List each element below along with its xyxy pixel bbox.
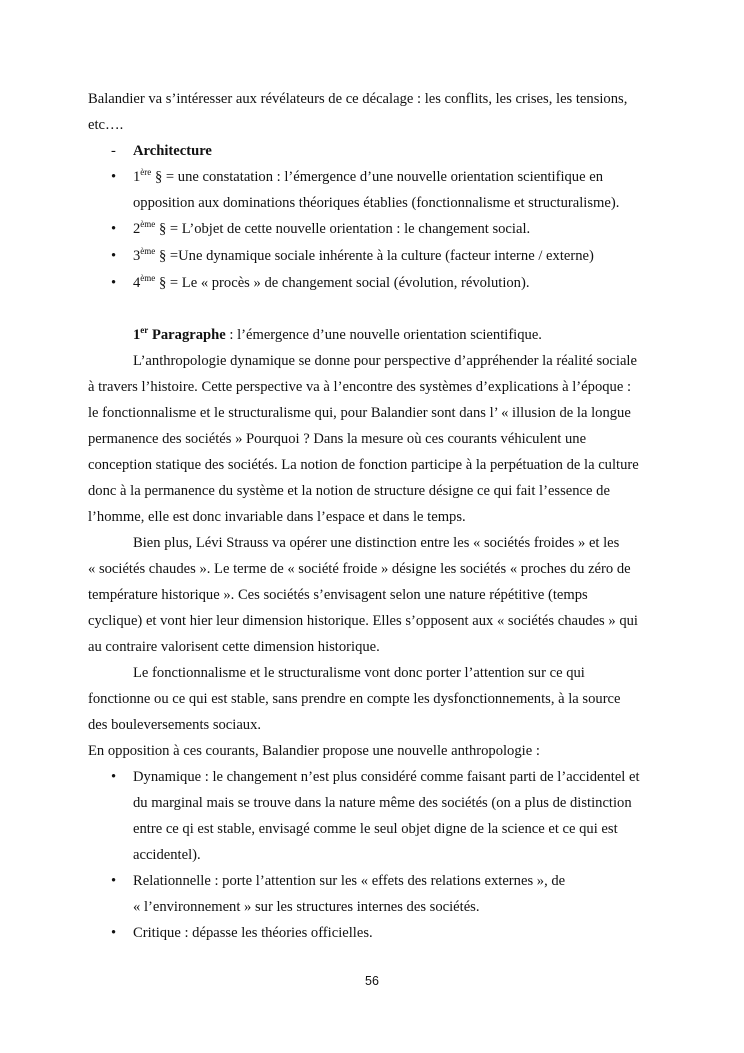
- architecture-heading: Architecture: [133, 143, 212, 159]
- section-heading: [133, 326, 542, 344]
- bullet-marker: •: [111, 248, 117, 264]
- architecture-item: [133, 247, 594, 265]
- architecture-item-cont: opposition aux dominations théoriques établies (fonctionnalisme et structuralisme).: [133, 195, 620, 211]
- architecture-item: [133, 220, 530, 238]
- intro-line: etc….: [88, 117, 124, 133]
- paragraph-line: permanence des sociétés » Pourquoi ? Dans la mesure où ces courants véhiculent une: [88, 431, 587, 447]
- list-item-line: Critique : dépasse les théories officielles.: [133, 925, 373, 941]
- paragraph-line: le fonctionnalisme et le structuralisme qui, pour Balandier sont dans l’ « illusion de la longue: [88, 405, 631, 421]
- item-ordinal: ème: [140, 246, 156, 256]
- paragraph-line: cyclique) et vont hier leur dimension historique. Elles s’opposent aux « sociétés chaudes » qui: [88, 613, 638, 629]
- architecture-item: [133, 274, 529, 292]
- list-item-line: « l’environnement » sur les structures internes des sociétés.: [133, 899, 480, 915]
- list-item-line: du marginal mais se trouve dans la nature même des sociétés (on a plus de distinction: [133, 795, 632, 811]
- paragraph-line: donc à la permanence du système et la notion de structure désigne ce qui fait l’essence de: [88, 483, 610, 499]
- bullet-marker: •: [111, 221, 117, 237]
- paragraph-line: En opposition à ces courants, Balandier propose une nouvelle anthropologie :: [88, 743, 540, 759]
- intro-line: Balandier va s’intéresser aux révélateurs de ce décalage : les conflits, les crises, les tensions,: [88, 91, 628, 107]
- item-number: 1: [133, 169, 141, 185]
- list-item-line: accidentel).: [133, 847, 201, 863]
- item-ordinal: ère: [140, 167, 152, 177]
- bullet-marker: •: [111, 275, 117, 291]
- list-item-line: Relationnelle : porte l’attention sur les « effets des relations externes », de: [133, 873, 566, 889]
- paragraph-line: Le fonctionnalisme et le structuralisme vont donc porter l’attention sur ce qui: [133, 665, 585, 681]
- paragraph-line: au contraire valorisent cette dimension historique.: [88, 639, 380, 655]
- item-ordinal: ème: [140, 273, 156, 283]
- item-ordinal: ème: [140, 219, 156, 229]
- paragraph-line: l’homme, elle est donc invariable dans l’espace et dans le temps.: [88, 509, 466, 525]
- architecture-item: [133, 168, 603, 186]
- paragraph-line: température historique ». Ces sociétés s’envisagent selon une nature répétitive (temps: [88, 587, 588, 603]
- page-number: 56: [365, 974, 379, 988]
- paragraph-line: à travers l’histoire. Cette perspective va à l’encontre des systèmes d’explications à l’époque :: [88, 379, 632, 395]
- section-number: 1: [133, 327, 141, 343]
- paragraph-line: Bien plus, Lévi Strauss va opérer une distinction entre les « sociétés froides » et les: [133, 535, 620, 551]
- paragraph-line: L’anthropologie dynamique se donne pour perspective d’appréhender la réalité sociale: [133, 353, 637, 369]
- bullet-marker: •: [111, 873, 117, 889]
- section-title: Paragraphe: [151, 327, 226, 343]
- bullet-marker: •: [111, 925, 117, 941]
- paragraph-line: « sociétés chaudes ». Le terme de « société froide » désigne les sociétés « proches du zéro de: [88, 561, 631, 577]
- item-number: 3: [133, 248, 141, 264]
- item-number: 2: [133, 221, 141, 237]
- item-text: § = L’objet de cette nouvelle orientation : le changement social.: [158, 221, 531, 237]
- item-number: 4: [133, 275, 141, 291]
- paragraph-line: des bouleversements sociaux.: [88, 717, 262, 733]
- list-item-line: Dynamique : le changement n’est plus considéré comme faisant parti de l’accidentel et: [133, 769, 640, 785]
- item-text: § = une constatation : l’émergence d’une nouvelle orientation scientifique en: [154, 169, 604, 185]
- bullet-marker: •: [111, 769, 117, 785]
- dash-marker: -: [111, 143, 116, 159]
- list-item-line: entre ce qi est stable, envisagé comme le seul objet digne de la science et ce qui est: [133, 821, 618, 837]
- item-text: § = Le « procès » de changement social (évolution, révolution).: [158, 275, 530, 291]
- section-ordinal: er: [140, 325, 149, 335]
- bullet-marker: •: [111, 169, 117, 185]
- section-subtitle: : l’émergence d’une nouvelle orientation scientifique.: [225, 327, 542, 343]
- paragraph-line: fonctionne ou ce qui est stable, sans prendre en compte les dysfonctionnements, à la source: [88, 691, 621, 707]
- item-text: § =Une dynamique sociale inhérente à la culture (facteur interne / externe): [158, 248, 594, 264]
- paragraph-line: conception statique des sociétés. La notion de fonction participe à la perpétuation de la culture: [88, 457, 639, 473]
